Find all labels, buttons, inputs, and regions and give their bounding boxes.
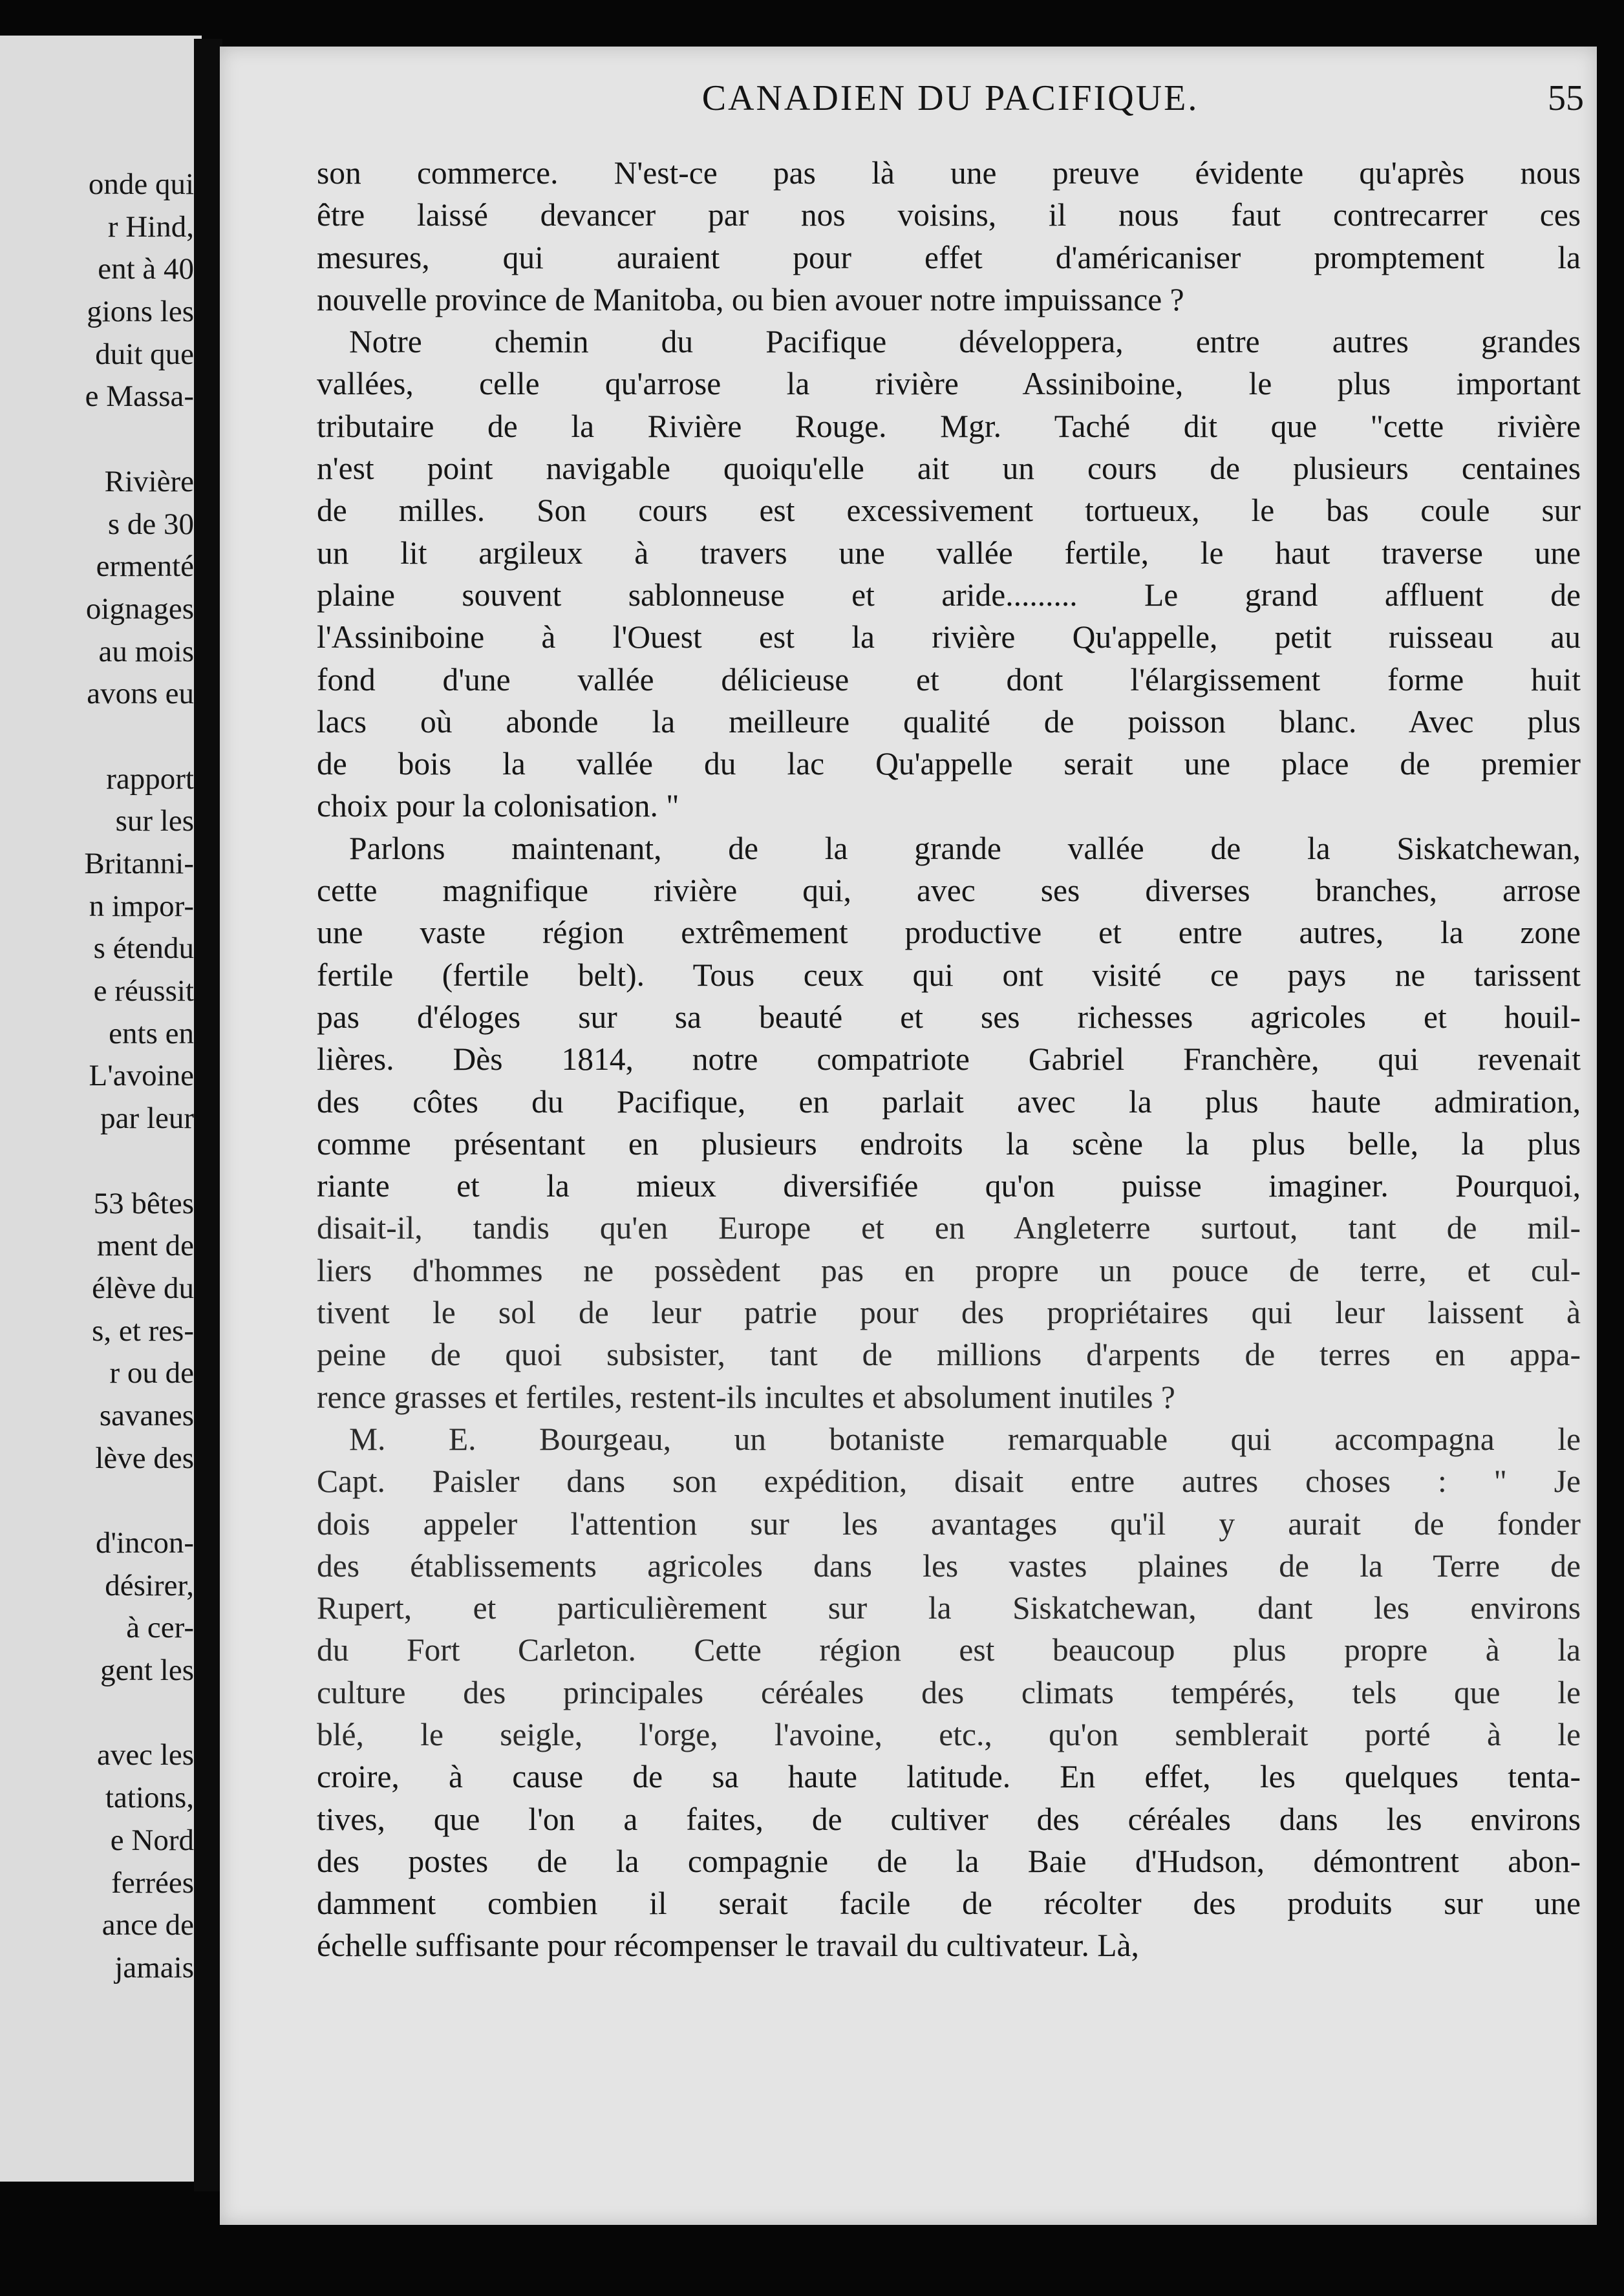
left-page-line: duit que (95, 337, 194, 371)
text-line: des côtes du Pacifique, en parlait avec la plus haute admiration, (317, 1083, 1581, 1120)
left-page-line: ents en (109, 1016, 194, 1050)
text-line: être laissé devancer par nos voisins, il nous faut contrecarrer ces (317, 197, 1581, 233)
page-title: CANADIEN DU PACIFIQUE. (701, 78, 1199, 118)
text-line: une vaste région extrêmement productive et entre autres, la zone (317, 915, 1581, 951)
left-page-line: e réussit (93, 974, 194, 1008)
text-line: échelle suffisante pour récompenser le travail du cultivateur. Là, (317, 1928, 1139, 1964)
left-page-line (0, 716, 194, 758)
text-line: plaine souvent sablonneuse et aride......... Le grand affluent de (317, 577, 1581, 613)
left-page-line: n impor- (89, 889, 194, 923)
text-line: pas d'éloges sur sa beauté et ses richesses agricoles et houil- (317, 999, 1581, 1035)
left-page-line: s de 30 (107, 507, 194, 541)
left-page-line: gions les (87, 295, 194, 329)
text-line: peine de quoi subsister, tant de millions d'arpents de terres en appa- (317, 1337, 1581, 1373)
page-number: 55 (1548, 78, 1584, 118)
left-page-line (0, 1480, 194, 1522)
left-page-line: Britanni- (84, 847, 194, 880)
text-line: tivent le sol de leur patrie pour des propriétaires qui leur laissent à (317, 1295, 1581, 1331)
left-page-line: r Hind, (107, 209, 194, 244)
left-page-line: e Nord (110, 1823, 194, 1857)
left-page-line: ment de (96, 1229, 194, 1263)
left-page-line: sur les (115, 804, 194, 838)
text-line: du Fort Carleton. Cette région est beaucoup plus propre à la (317, 1632, 1581, 1668)
text-line: tives, que l'on a faites, de cultiver des céréales dans les environs (317, 1801, 1581, 1837)
text-line: dois appeler l'attention sur les avantages qu'il y aurait de fonder (317, 1505, 1581, 1542)
text-line: Capt. Paisler dans son expédition, disait entre autres choses : " Je (317, 1463, 1581, 1500)
left-page-line: rapport (106, 761, 194, 796)
left-page-line: s, et res- (92, 1313, 194, 1348)
body-text (317, 152, 1581, 1967)
text-line: son commerce. N'est-ce pas là une preuve évidente qu'après nous (317, 155, 1581, 191)
text-line: Parlons maintenant, de la grande vallée de la Siskatchewan, (349, 830, 1581, 866)
text-line: liers d'hommes ne possèdent pas en propre un pouce de terre, et cul- (317, 1252, 1581, 1288)
text-line: tributaire de la Rivière Rouge. Mgr. Taché dit que "cette rivière (317, 408, 1581, 444)
left-page-line: ferrées (111, 1865, 194, 1900)
left-page-line: ance de (102, 1908, 194, 1942)
left-page-line (0, 1692, 194, 1735)
text-line: l'Assiniboine à l'Ouest est la rivière Qu'appelle, petit ruisseau au (317, 619, 1581, 655)
text-line: M. E. Bourgeau, un botaniste remarquable qui accompagna le (349, 1421, 1581, 1457)
text-line: cette magnifique rivière qui, avec ses diverses branches, arrose (317, 873, 1581, 909)
text-line: vallées, celle qu'arrose la rivière Assiniboine, le plus important (317, 366, 1581, 402)
text-line: lières. Dès 1814, notre compatriote Gabriel Franchère, qui revenait (317, 1041, 1581, 1078)
text-line: culture des principales céréales des climats tempérés, tels que le (317, 1674, 1581, 1710)
left-page-line: par leur (100, 1101, 194, 1136)
text-line: croire, à cause de sa haute latitude. En effet, les quelques tenta- (317, 1759, 1581, 1795)
left-page-line: avec les (96, 1738, 194, 1772)
left-page-line: r ou de (109, 1356, 194, 1390)
left-page-line: désirer, (105, 1568, 194, 1602)
left-page-line: lève des (95, 1441, 194, 1475)
left-page-line: élève du (92, 1271, 194, 1305)
running-head (317, 78, 1584, 129)
left-page-line: ermenté (96, 549, 194, 584)
left-page-line: onde qui (88, 167, 194, 201)
text-line: comme présentant en plusieurs endroits la scène la plus belle, la plus (317, 1125, 1581, 1162)
text-line: choix pour la colonisation. " (317, 788, 679, 824)
left-page-line: avons eu (87, 677, 194, 711)
left-page-line: d'incon- (95, 1526, 194, 1560)
left-page-line: savanes (99, 1398, 194, 1432)
left-page-line: au mois (98, 634, 194, 668)
left-page-line: e Massa- (85, 379, 194, 414)
text-line: rence grasses et fertiles, restent-ils incultes et absolument inutiles ? (317, 1379, 1175, 1415)
left-page-line: s étendu (93, 931, 194, 966)
text-line: Notre chemin du Pacifique développera, entre autres grandes (349, 324, 1581, 360)
left-page-fragment (0, 36, 202, 2182)
text-line: blé, le seigle, l'orge, l'avoine, etc., qu'on semblerait porté à le (317, 1716, 1581, 1752)
main-page (220, 47, 1597, 2225)
left-page-line: Rivière (104, 464, 194, 498)
text-line: un lit argileux à travers une vallée fertile, le haut traverse une (317, 535, 1581, 571)
left-page-line: ent à 40 (98, 252, 194, 286)
text-line: nouvelle province de Manitoba, ou bien avouer notre impuissance ? (317, 281, 1184, 317)
left-page-line: jamais (114, 1950, 194, 1984)
text-line: damment combien il serait facile de récolter des produits sur une (317, 1886, 1581, 1922)
text-line: fond d'une vallée délicieuse et dont l'élargissement forme huit (317, 661, 1581, 697)
left-page-line (0, 1140, 194, 1183)
text-line: des établissements agricoles dans les vastes plaines de la Terre de (317, 1547, 1581, 1584)
left-page-line: tations, (105, 1781, 194, 1815)
text-line: riante et la mieux diversifiée qu'on puisse imaginer. Pourquoi, (317, 1168, 1581, 1204)
left-page-line: oignages (85, 591, 194, 626)
page-gutter (194, 39, 222, 2191)
text-line: disait-il, tandis qu'en Europe et en Angleterre surtout, tant de mil- (317, 1210, 1581, 1246)
text-line: lacs où abonde la meilleure qualité de poisson blanc. Avec plus (317, 703, 1581, 739)
left-page-lines (0, 164, 194, 1990)
text-line: Rupert, et particulièrement sur la Siskatchewan, dant les environs (317, 1590, 1581, 1626)
left-page-line: L'avoine (89, 1059, 194, 1093)
text-line: mesures, qui auraient pour effet d'américaniser promptement la (317, 239, 1581, 275)
text-line: de bois la vallée du lac Qu'appelle serait une place de premier (317, 746, 1581, 782)
text-line: de milles. Son cours est excessivement tortueux, le bas coule sur (317, 493, 1581, 529)
left-page-line: 53 bêtes (93, 1186, 194, 1220)
left-page-line: gent les (100, 1653, 194, 1688)
text-line: des postes de la compagnie de la Baie d'Hudson, démontrent abon- (317, 1843, 1581, 1879)
left-page-line (0, 418, 194, 461)
left-page-line: à cer- (126, 1611, 194, 1645)
text-line: n'est point navigable quoiqu'elle ait un cours de plusieurs centaines (317, 451, 1581, 487)
text-line: fertile (fertile belt). Tous ceux qui ont visité ce pays ne tarissent (317, 957, 1581, 993)
